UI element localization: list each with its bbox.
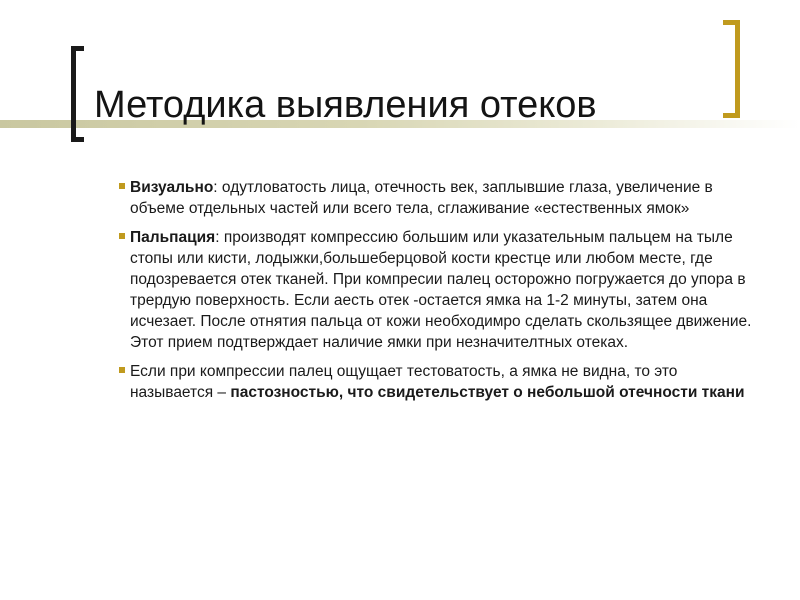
list-item-text [130,361,756,403]
left-bracket-decoration [71,46,84,142]
right-bracket-decoration [723,20,740,118]
item-description: Если при компрессии палец ощущает тестоватость, а ямка не видна, то это называется – [130,363,678,401]
square-bullet-icon [119,233,125,239]
square-bullet-icon [119,367,125,373]
term-description: : производят компрессию большим или указательным пальцем на тыле стопы или кисти, лодыжки,большеберцовой кости крестце или любом месте, где подозревается отек тканей. При компресии палец осторожно погружается до упора в трердую поверхность. Если аесть отек -остается ямка на 1-2 минуты, затем она исчезает. После отнятия пальца от кожи необходимро сделать скользящее движение. Этот прием подтверждает наличие ямки при незначителтных отеках. [130,229,752,351]
term-description: : одутловатость лица, отечность век, заплывшие глаза, увеличение в объеме отдельных частей или всего тела, сглаживание «естественных ямок» [130,179,713,217]
emphasis-text: пастозностью, что свидетельствует о небольшой отечности ткани [230,384,745,401]
list-item-palpation [106,227,756,353]
list-item-text [130,177,756,219]
term-label: Визуально [130,179,214,196]
list-item-pastosity [106,361,756,403]
term-label: Пальпация [130,229,216,246]
list-item-visual [106,177,756,219]
slide-title: Методика выявления отеков [94,84,597,126]
bullet-list [106,177,756,411]
list-item-text [130,227,756,353]
square-bullet-icon [119,183,125,189]
